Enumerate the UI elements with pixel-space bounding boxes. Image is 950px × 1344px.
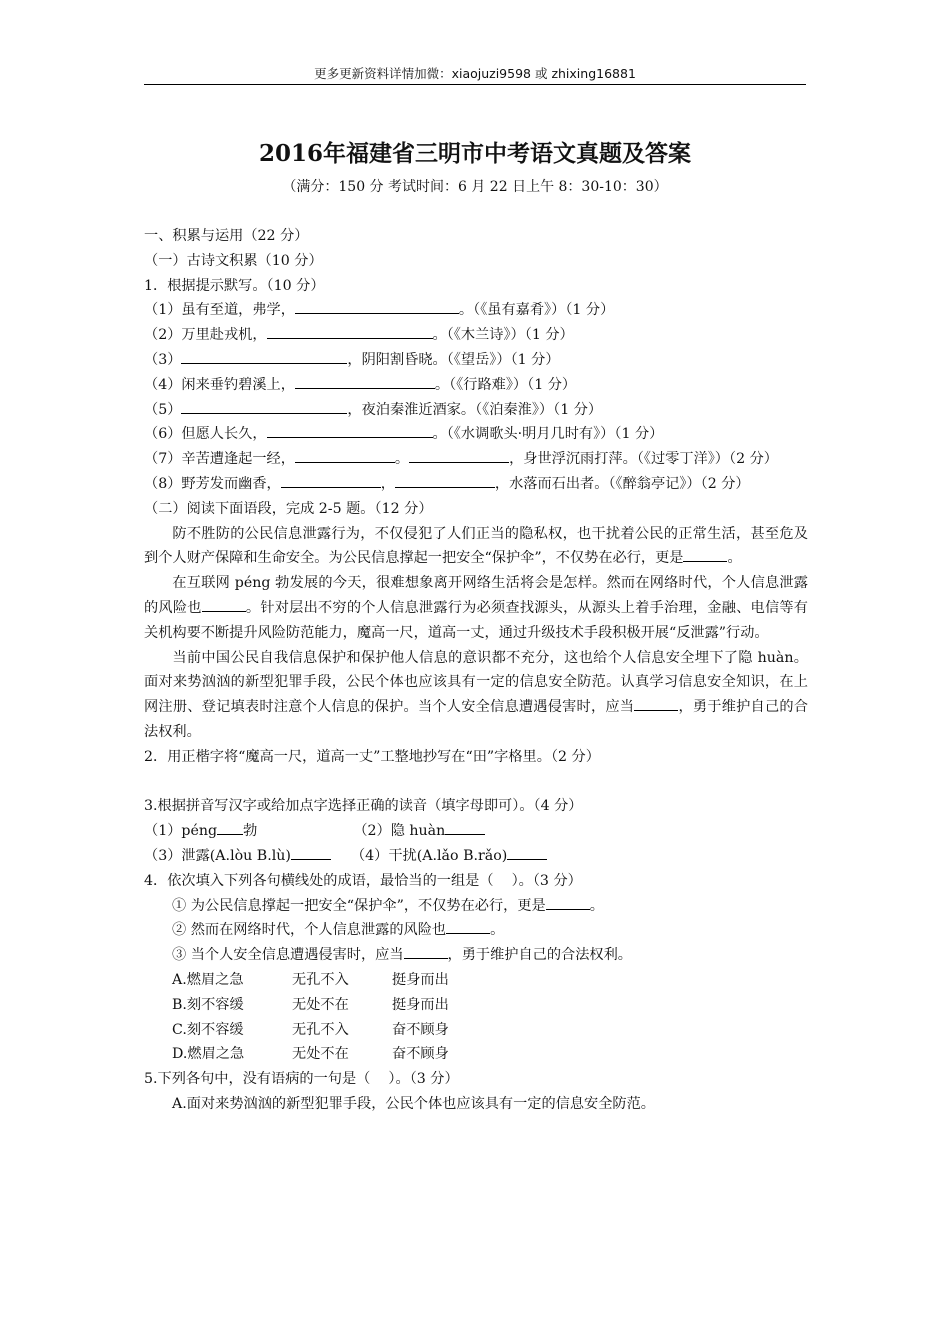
q4-option-b[interactable]: B.刻不容缓 无处不在 挺身而出: [172, 996, 449, 1013]
exam-subtitle: （满分：150 分 考试时间：6 月 22 日上午 8：30-10：30）: [282, 179, 668, 195]
question-2: 2．用正楷字将“魔高一尺，道高一丈”工整地抄写在“田”字格里。（2 分）: [144, 748, 600, 765]
q1-item-4: （4）闲来垂钓碧溪上， 。（《行路难》）（1 分）: [144, 373, 808, 398]
answer-blank[interactable]: [295, 298, 459, 314]
answer-blank[interactable]: [181, 348, 347, 364]
question-1-stem: 1．根据提示默写。（10 分）: [144, 277, 325, 294]
answer-blank[interactable]: [395, 472, 495, 488]
header-rule: [144, 84, 806, 85]
q3-row-1: （1）péng 勃 （2）隐 huàn: [144, 819, 808, 844]
subsection-heading: （一）古诗文积累（10 分）: [144, 252, 323, 269]
subsection-heading: （二）阅读下面语段，完成 2-5 题。（12 分）: [144, 500, 433, 517]
answer-blank[interactable]: [507, 844, 547, 860]
answer-blank[interactable]: [291, 844, 331, 860]
answer-blank[interactable]: [445, 819, 485, 835]
q3-row-2: （3）泄露(A.lòu B.lù) （4）干扰(A.lǎo B.rǎo): [144, 844, 808, 869]
exam-body: [144, 224, 808, 1117]
page-header: 更多更新资料详情加微：xiaojuzi9598 或 zhixing16881: [314, 66, 636, 81]
section-heading: 一、积累与运用（22 分）: [144, 228, 309, 244]
exam-title: 2016年福建省三明市中考语文真题及答案: [258, 140, 691, 167]
question-5-stem: 5.下列各句中，没有语病的一句是（ ）。（3 分）: [144, 1071, 459, 1088]
passage-paragraph-2: 在互联网 péng 勃发展的今天，很难想象离开网络生活将会是怎样。然而在网络时代，个人信息泄露的风险也 。针对层出不穷的个人信息泄露行为必须查找源头，从源头上着手治理，金融、电信等有关机构要不断提升风险防范能力，魔高一尺，道高一丈，通过升级技术手段积极开展“反泄露”行动。: [144, 575, 808, 641]
q4-sentence-1: ① 为公民信息撑起一把安全“保护伞”，不仅势在必行，更是 。: [144, 894, 808, 919]
q4-sentence-2: ② 然而在网络时代，个人信息泄露的风险也 。: [144, 918, 808, 943]
q1-item-8: （8）野芳发而幽香， ， ，水落而石出者。（《醉翁亭记》）（2 分）: [144, 472, 808, 497]
answer-blank[interactable]: [281, 472, 381, 488]
writing-grid-area[interactable]: [144, 770, 808, 795]
passage-paragraph-3: 当前中国公民自我信息保护和保护他人信息的意识都不充分，这也给个人信息安全埋下了隐 huàn。面对来势汹汹的新型犯罪手段，公民个体也应该具有一定的信息安全防范。认真学习信息安全知识，在上网注册、登记填表时注意个人信息的保护。当个人安全信息遭遇侵害时，应当 ，勇于维护自己的合法权利。: [144, 649, 808, 740]
question-3-stem: 3.根据拼音写汉字或给加点字选择正确的读音（填字母即可）。（4 分）: [144, 798, 583, 815]
q4-option-a[interactable]: A.燃眉之急 无孔不入 挺身而出: [172, 971, 449, 988]
q5-option-a[interactable]: A.面对来势汹汹的新型犯罪手段，公民个体也应该具有一定的信息安全防范。: [172, 1095, 655, 1112]
q1-item-5: （5） ，夜泊秦淮近酒家。（《泊秦淮》）（1 分）: [144, 398, 808, 423]
answer-blank[interactable]: [217, 819, 243, 835]
answer-blank[interactable]: [295, 373, 435, 389]
answer-blank[interactable]: [267, 422, 433, 438]
q1-item-3: （3） ，阴阳割昏晓。（《望岳》）（1 分）: [144, 348, 808, 373]
q1-item-7: （7）辛苦遭逢起一经， 。 ，身世浮沉雨打萍。（《过零丁洋》）（2 分）: [144, 447, 808, 472]
passage-paragraph-1: 防不胜防的公民信息泄露行为，不仅侵犯了人们正当的隐私权，也干扰着公民的正常生活，甚至危及到个人财产保障和生命安全。为公民信息撑起一把安全“保护伞”，不仅势在必行，更是 。: [144, 525, 808, 567]
q4-option-c[interactable]: C.刻不容缓 无孔不入 奋不顾身: [172, 1021, 449, 1038]
answer-blank[interactable]: [295, 447, 395, 463]
answer-blank[interactable]: [267, 323, 433, 339]
question-4-stem: 4．依次填入下列各句横线处的成语，最恰当的一组是（ ）。（3 分）: [144, 872, 582, 889]
q1-item-6: （6）但愿人长久， 。（《水调歌头·明月几时有》）（1 分）: [144, 422, 808, 447]
passage-blank: [683, 546, 727, 562]
q1-item-2: （2）万里赴戎机， 。（《木兰诗》）（1 分）: [144, 323, 808, 348]
answer-blank[interactable]: [409, 447, 509, 463]
passage-blank: [634, 695, 678, 711]
q1-item-1: （1）虽有至道，弗学， 。（《虽有嘉肴》）（1 分）: [144, 298, 808, 323]
q4-sentence-3: ③ 当个人安全信息遭遇侵害时，应当 ，勇于维护自己的合法权利。: [144, 943, 808, 968]
passage-blank: [202, 596, 246, 612]
q4-option-d[interactable]: D.燃眉之急 无处不在 奋不顾身: [172, 1046, 449, 1063]
answer-blank[interactable]: [181, 398, 347, 414]
